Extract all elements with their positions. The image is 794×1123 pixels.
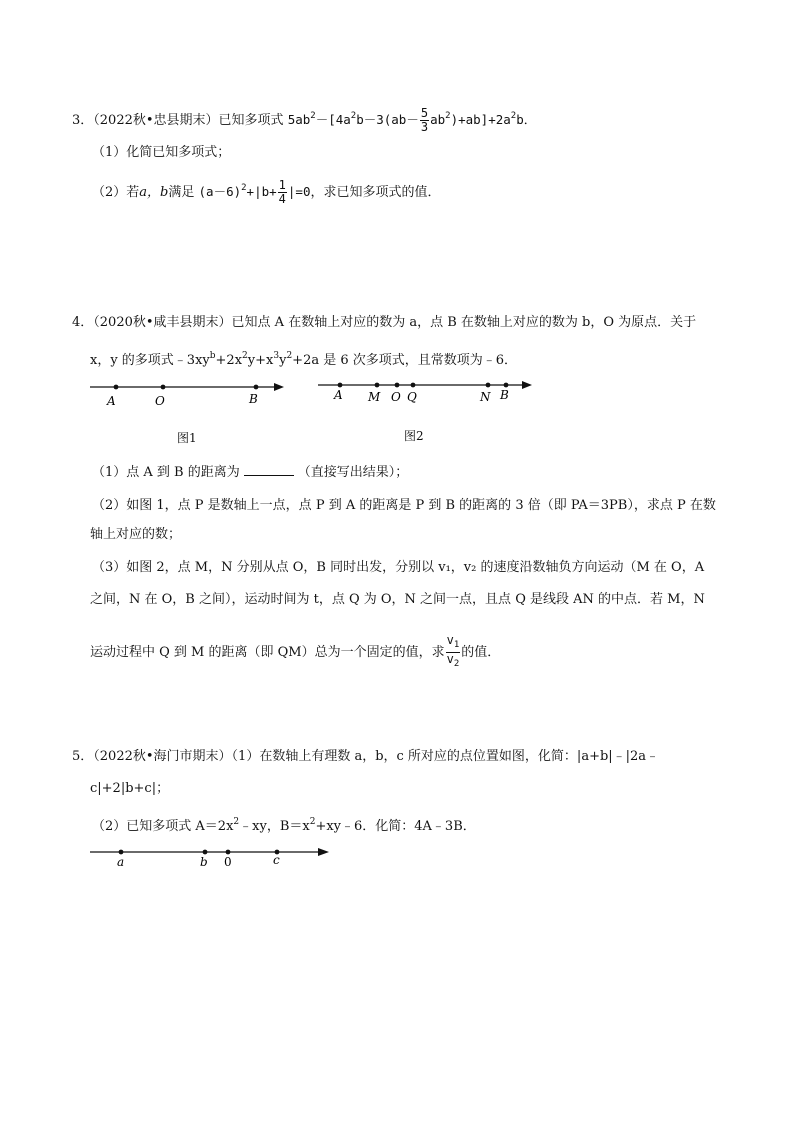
q4-part1: （1）点 A 到 B 的距离为 （直接写出结果）； xyxy=(92,465,409,480)
fig1-point-a xyxy=(114,385,119,390)
q4-stem-line1: 4．（2020秋•咸丰县期末）已知点 A 在数轴上对应的数为 a，点 B 在数轴上对应的数为 b，O 为原点．关于 xyxy=(72,315,697,330)
fig1-label-o: O xyxy=(155,394,165,408)
fig1-point-o xyxy=(161,385,166,390)
q3-number: 3． xyxy=(72,113,94,128)
q5-part2: （2）已知多项式 $A=2x^2﹣xy$，$B=x^2+xy﹣6$．化简：4A﹣3B． xyxy=(92,817,476,834)
q5-point-a xyxy=(119,850,124,855)
q5-line1: 5．（2022秋•海门市期末）（1）在数轴上有理数 a，b，c 所对应的点位置如图，化简：|a+b|﹣|2a﹣ xyxy=(72,749,660,764)
fig2-label-n: N xyxy=(480,390,491,404)
q5-point-0 xyxy=(226,850,231,855)
fig1-point-b xyxy=(254,385,259,390)
q3-lead: 已知多项式 xyxy=(218,113,284,128)
q4-number: 4． xyxy=(72,315,94,330)
fig2-point-q xyxy=(411,383,416,388)
fig2-label-b: B xyxy=(500,388,509,402)
fig2-point-a xyxy=(338,383,343,388)
fig2-point-n xyxy=(486,383,491,388)
q4-part3-line1: （3）如图 2，点 M，N 分别从点 O，B 同时出发，分别以 v₁，v₂ 的速度沿数轴负方向运动（M 在 O，A xyxy=(92,560,705,575)
q3-part2: （2）若a，b满足 $(a-6)^2+|b+$ $\frac{1}{4}$ |=0，求已知多项式的值． xyxy=(92,178,441,206)
fig2-label-q: Q xyxy=(407,390,417,404)
fig2-point-b xyxy=(504,383,509,388)
q5-line2: c|+2|b+c|； xyxy=(90,781,170,796)
fig2-label-a: A xyxy=(334,388,343,402)
q4-figure1-number-line xyxy=(88,376,293,410)
q4-velocity-ratio: $\frac{v_1}{v_2}$ xyxy=(446,633,460,669)
q5-label-a: a xyxy=(117,855,125,869)
q4-part2-line2: 轴上对应的数； xyxy=(90,527,182,542)
q5-label-0: 0 xyxy=(224,855,232,869)
q4-answer-blank xyxy=(244,463,294,476)
q4-part2-line1: （2）如图 1，点 P 是数轴上一点，点 P 到 A 的距离是 P 到 B 的距离的 3 倍（即 PA＝3PB），求点 P 在数 xyxy=(92,498,716,513)
q4-figure2-caption: 图2 xyxy=(404,429,424,443)
q4-figure2-number-line xyxy=(316,374,538,408)
q4-figure1-caption: 图1 xyxy=(177,431,197,445)
q5-label-b: b xyxy=(200,855,208,869)
q5-number: 5． xyxy=(72,749,94,764)
q5-point-b xyxy=(203,850,208,855)
fig2-point-o xyxy=(395,383,400,388)
q4-source: （2020秋•咸丰县期末） xyxy=(93,315,232,330)
fig2-label-o: O xyxy=(391,390,401,404)
q5-number-line xyxy=(88,842,338,872)
q3-source: （2022秋•忠县期末） xyxy=(93,113,219,128)
q5-label-c: c xyxy=(273,853,280,867)
fig2-point-m xyxy=(375,383,380,388)
fig2-label-m: M xyxy=(368,390,381,404)
q3-stem xyxy=(72,106,536,134)
q3-part1: （1）化简已知多项式； xyxy=(92,145,231,160)
q4-part3-line3: 运动过程中 Q 到 M 的距离（即 QM）总为一个固定的值，求 $\frac{v_1}{v_2}$ 的值． xyxy=(90,633,501,669)
q3-condition-fraction: $\frac{1}{4}$ xyxy=(278,178,286,206)
q4-part3-line2: 之间，N 在 O，B 之间），运动时间为 t，点 Q 为 O，N 之间一点，且点 Q 是线段 AN 的中点．若 M，N xyxy=(90,592,705,607)
fig1-label-b: B xyxy=(249,392,258,406)
q3-polynomial: $5ab^2-[4a^2b-3(ab-$ $\frac{5}{3}$ $ab^2)+ab]+2a^2b$． xyxy=(287,106,537,134)
q4-stem-line2: x，y 的多项式$﹣3xy^b+2x^2y+x^3y^2+2a$ 是 6 次多项式，且常数项为﹣6． xyxy=(90,351,518,368)
fig1-label-a: A xyxy=(107,394,116,408)
q5-source: （2022秋•海门市期末） xyxy=(93,749,232,764)
q3-condition: $(a-6)^2+|b+$ $\frac{1}{4}$ |=0 xyxy=(198,178,311,206)
q3-fraction: $\frac{5}{3}$ xyxy=(420,106,429,134)
